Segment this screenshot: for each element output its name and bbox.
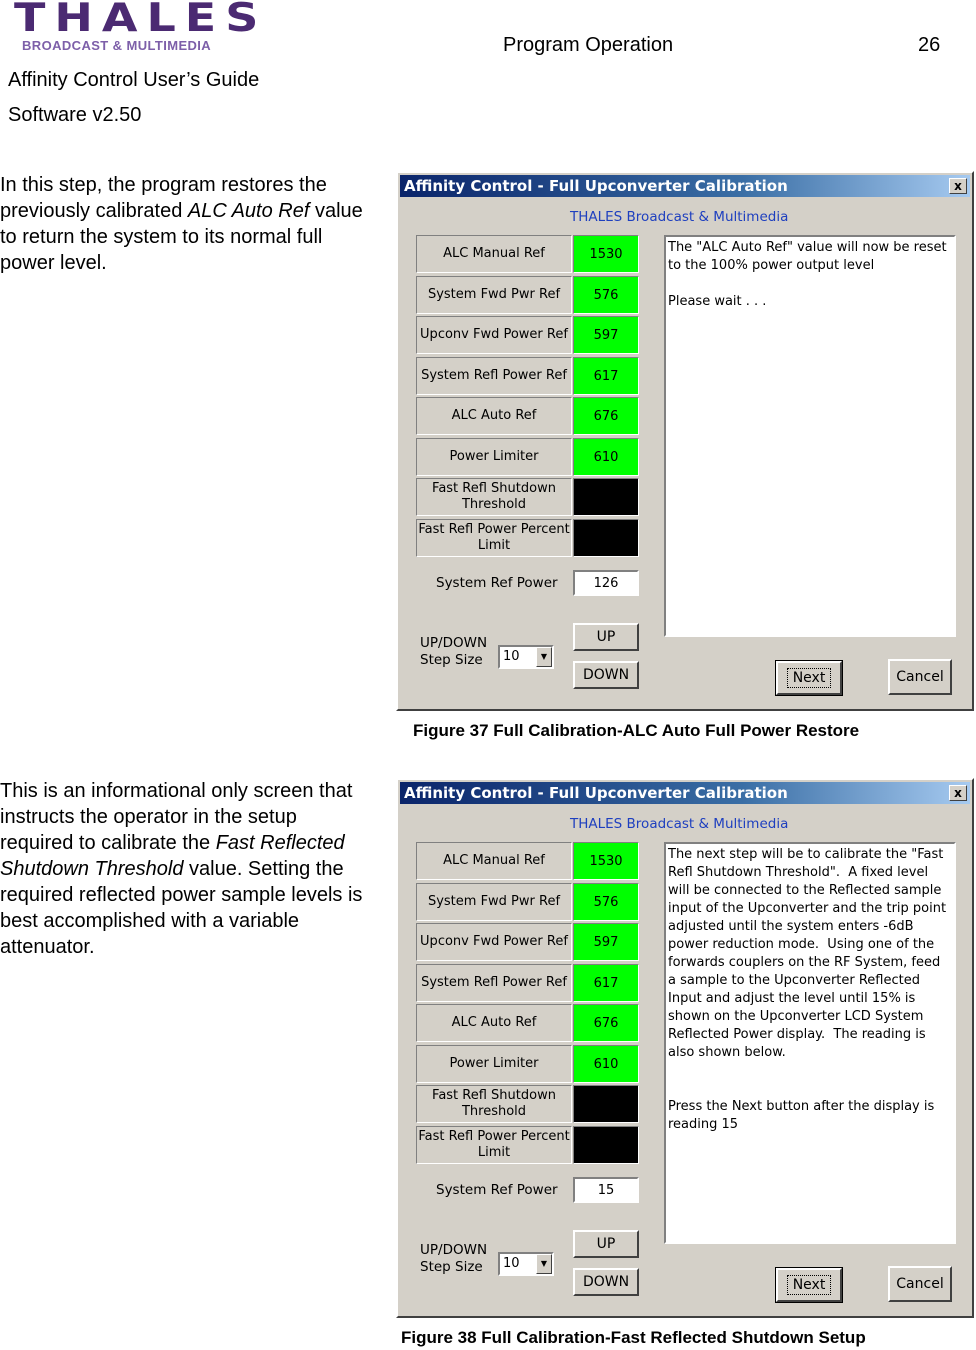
param-label: ALC Manual Ref [416, 842, 572, 880]
param-label: Fast Refl Power Percent Limit [416, 519, 572, 557]
chevron-down-icon[interactable]: ▼ [536, 1254, 552, 1274]
param-label: Fast Refl Shutdown Threshold [416, 478, 572, 516]
next-button-label: Next [787, 1275, 832, 1295]
paragraph-2-emphasis: Fast Reflected Shutdown Threshold [0, 832, 345, 880]
system-ref-power-field[interactable]: 126 [573, 570, 639, 596]
cancel-button[interactable]: Cancel [888, 659, 952, 695]
param-value: 617 [573, 964, 639, 1002]
paragraph-1-emphasis: ALC Auto Ref [187, 200, 310, 222]
step-size-label: UP/DOWN Step Size [420, 635, 488, 668]
next-button[interactable] [776, 1268, 842, 1302]
down-button[interactable]: DOWN [573, 1268, 639, 1296]
dialog-titlebar [400, 782, 970, 804]
next-button-label: Next [787, 668, 832, 688]
message-box: The next step will be to calibrate the "Fast Refl Shutdown Threshold". A fixed level will be connected to the Reflected sample input of the Upconverter and the trip point adjusted until the system enters -6dB power reduction mode. Using one of the forwards couplers on the RF System, feed a sample to the Upconverter Reflected Input and adjust the level until 15% is shown on the Upconverter LCD System Reflected Power display. The reading is also shown below. Press the Next button after the display is reading 15 [664, 842, 956, 1244]
param-value: 610 [573, 438, 639, 476]
param-label: System Fwd Pwr Ref [416, 883, 572, 921]
paragraph-2 [0, 778, 368, 960]
paragraph-1 [0, 172, 368, 276]
thales-logo-subtitle: BROADCAST & MULTIMEDIA [22, 38, 212, 53]
down-button[interactable]: DOWN [573, 661, 639, 689]
param-label: Fast Refl Shutdown Threshold [416, 1085, 572, 1123]
param-value: 576 [573, 276, 639, 314]
param-value: 676 [573, 397, 639, 435]
param-label: ALC Auto Ref [416, 397, 572, 435]
param-value: 597 [573, 923, 639, 961]
paragraph-1-text-a: In this step, the program restores the previously calibrated [0, 174, 327, 222]
param-label: Upconv Fwd Power Ref [416, 316, 572, 354]
chevron-down-icon[interactable]: ▼ [536, 647, 552, 667]
param-label: Power Limiter [416, 438, 572, 476]
param-value [573, 478, 639, 516]
close-icon[interactable]: x [949, 785, 967, 801]
param-value: 1530 [573, 235, 639, 273]
dialog-titlebar [400, 175, 970, 197]
step-size-value: 10 [503, 1256, 520, 1271]
param-label: Upconv Fwd Power Ref [416, 923, 572, 961]
software-version: Software v2.50 [8, 104, 142, 126]
paragraph-1-text-b: value to return the system to its normal full power level. [0, 200, 363, 274]
close-icon[interactable]: x [949, 178, 967, 194]
thales-logo: THALES [14, 0, 268, 41]
param-label: Fast Refl Power Percent Limit [416, 1126, 572, 1164]
param-label: System Refl Power Ref [416, 964, 572, 1002]
param-value [573, 1085, 639, 1123]
page-number: 26 [918, 34, 941, 56]
param-label: ALC Auto Ref [416, 1004, 572, 1042]
paragraph-2-text-b: value. Setting the required reflected power sample levels is best accomplished with a variable attenuator. [0, 858, 363, 958]
step-size-label: UP/DOWN Step Size [420, 1242, 488, 1275]
system-ref-power-label: System Ref Power [436, 575, 558, 591]
step-size-select[interactable] [498, 645, 554, 669]
figure-37-caption: Figure 37 Full Calibration-ALC Auto Full Power Restore [413, 721, 860, 740]
up-button[interactable]: UP [573, 1230, 639, 1258]
param-value [573, 1126, 639, 1164]
calibration-dialog-1 [396, 171, 974, 711]
paragraph-2-text-a: This is an informational only screen that instructs the operator in the setup required to calibrate the [0, 780, 353, 854]
step-size-select[interactable] [498, 1252, 554, 1276]
calibration-dialog-2 [396, 778, 974, 1318]
figure-38-caption: Figure 38 Full Calibration-Fast Reflected Shutdown Setup [401, 1328, 866, 1347]
up-button[interactable]: UP [573, 623, 639, 651]
step-size-value: 10 [503, 649, 520, 664]
brand-label: THALES Broadcast & Multimedia [570, 209, 789, 225]
section-title: Program Operation [503, 34, 674, 56]
param-value [573, 519, 639, 557]
param-label: ALC Manual Ref [416, 235, 572, 273]
dialog-title: Affinity Control - Full Upconverter Calibration [404, 177, 788, 195]
brand-label: THALES Broadcast & Multimedia [570, 816, 789, 832]
param-value: 617 [573, 357, 639, 395]
param-label: System Fwd Pwr Ref [416, 276, 572, 314]
system-ref-power-field[interactable]: 15 [573, 1177, 639, 1203]
message-box: The "ALC Auto Ref" value will now be reset to the 100% power output level Please wait . . . [664, 235, 956, 637]
param-value: 610 [573, 1045, 639, 1083]
system-ref-power-label: System Ref Power [436, 1182, 558, 1198]
param-label: System Refl Power Ref [416, 357, 572, 395]
param-value: 676 [573, 1004, 639, 1042]
param-value: 597 [573, 316, 639, 354]
cancel-button[interactable]: Cancel [888, 1266, 952, 1302]
dialog-title: Affinity Control - Full Upconverter Calibration [404, 784, 788, 802]
guide-title: Affinity Control User’s Guide [8, 69, 260, 91]
param-label: Power Limiter [416, 1045, 572, 1083]
param-value: 1530 [573, 842, 639, 880]
param-value: 576 [573, 883, 639, 921]
next-button[interactable] [776, 661, 842, 695]
